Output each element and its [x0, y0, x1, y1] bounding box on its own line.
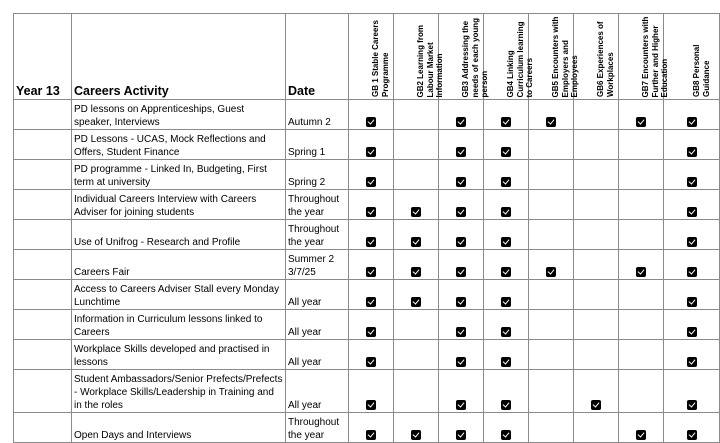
benchmark-header-label: GB 1 Stable Careers Programme — [371, 20, 390, 97]
benchmark-cell — [664, 370, 720, 413]
checkbox-checked-icon — [501, 237, 511, 247]
benchmark-cell — [664, 160, 720, 190]
checkbox-checked-icon — [456, 327, 466, 337]
benchmark-cell — [349, 250, 394, 280]
year-cell — [14, 160, 72, 190]
table-row — [14, 370, 720, 413]
benchmark-cell — [349, 340, 394, 370]
checkbox-checked-icon — [411, 237, 421, 247]
benchmark-cell — [619, 220, 664, 250]
checkbox-checked-icon — [456, 237, 466, 247]
benchmark-cell — [529, 340, 574, 370]
activity-cell: Workplace Skills developed and practised in lessons — [72, 340, 286, 370]
benchmark-cell — [529, 280, 574, 310]
year-header: Year 13 — [14, 14, 72, 100]
benchmark-header — [574, 14, 619, 100]
checkbox-checked-icon — [687, 237, 697, 247]
year-cell — [14, 100, 72, 130]
benchmark-cell — [394, 190, 439, 220]
checkbox-checked-icon — [687, 117, 697, 127]
benchmark-cell — [619, 190, 664, 220]
benchmark-cell — [664, 130, 720, 160]
checkbox-checked-icon — [687, 147, 697, 157]
benchmark-cell — [664, 220, 720, 250]
benchmark-cell — [484, 370, 529, 413]
table-row — [14, 130, 720, 160]
benchmark-cell — [619, 100, 664, 130]
benchmark-cell — [484, 100, 529, 130]
checkbox-checked-icon — [456, 400, 466, 410]
year-cell — [14, 413, 72, 443]
benchmark-cell — [664, 280, 720, 310]
checkbox-checked-icon — [687, 357, 697, 367]
benchmark-cell — [574, 160, 619, 190]
checkbox-checked-icon — [366, 237, 376, 247]
benchmark-header-label: GB3 Addressing the needs of each young person — [461, 17, 489, 97]
benchmark-cell — [439, 250, 484, 280]
benchmark-cell — [574, 250, 619, 280]
checkbox-checked-icon — [687, 267, 697, 277]
activity-cell: Information in Curriculum lessons linked to Careers — [72, 310, 286, 340]
checkbox-checked-icon — [366, 297, 376, 307]
checkbox-checked-icon — [636, 267, 646, 277]
date-cell: Autumn 2 — [286, 100, 349, 130]
benchmark-cell — [529, 100, 574, 130]
checkbox-checked-icon — [366, 430, 376, 440]
benchmark-cell — [664, 340, 720, 370]
activity-cell: Individual Careers Interview with Careers Adviser for joining students — [72, 190, 286, 220]
benchmark-cell — [349, 100, 394, 130]
benchmark-cell — [439, 413, 484, 443]
benchmark-cell — [394, 220, 439, 250]
table-row — [14, 413, 720, 443]
checkbox-checked-icon — [687, 400, 697, 410]
table-row — [14, 280, 720, 310]
year-cell — [14, 250, 72, 280]
checkbox-checked-icon — [366, 147, 376, 157]
table-row — [14, 190, 720, 220]
checkbox-checked-icon — [411, 430, 421, 440]
benchmark-cell — [529, 160, 574, 190]
benchmark-cell — [484, 250, 529, 280]
table-row — [14, 160, 720, 190]
date-cell: All year — [286, 340, 349, 370]
checkbox-checked-icon — [636, 430, 646, 440]
benchmark-cell — [484, 340, 529, 370]
checkbox-checked-icon — [687, 327, 697, 337]
date-header: Date — [286, 14, 349, 100]
benchmark-cell — [664, 310, 720, 340]
benchmark-cell — [574, 100, 619, 130]
careers-table-wrapper — [13, 13, 720, 443]
table-row — [14, 310, 720, 340]
activity-cell: PD programme - Linked In, Budgeting, First term at university — [72, 160, 286, 190]
benchmark-cell — [439, 310, 484, 340]
checkbox-checked-icon — [366, 207, 376, 217]
checkbox-checked-icon — [366, 357, 376, 367]
benchmark-header — [439, 14, 489, 100]
checkbox-checked-icon — [456, 177, 466, 187]
activity-cell: Access to Careers Adviser Stall every Monday Lunchtime — [72, 280, 286, 310]
date-cell: Throughout the year — [286, 220, 349, 250]
checkbox-checked-icon — [501, 267, 511, 277]
checkbox-checked-icon — [366, 117, 376, 127]
benchmark-cell — [439, 280, 484, 310]
benchmark-cell — [439, 160, 484, 190]
benchmark-cell — [574, 220, 619, 250]
checkbox-checked-icon — [456, 267, 466, 277]
benchmark-cell — [349, 130, 394, 160]
checkbox-checked-icon — [501, 207, 511, 217]
benchmark-cell — [529, 190, 574, 220]
benchmark-cell — [574, 280, 619, 310]
activity-cell: Student Ambassadors/Senior Prefects/Prefects - Workplace Skills/Leadership in Training and in the roles — [72, 370, 286, 413]
date-cell: All year — [286, 310, 349, 340]
benchmark-header-label: GB7 Encounters with Further and Higher Education — [641, 16, 669, 97]
benchmark-cell — [529, 413, 574, 443]
benchmark-cell — [619, 280, 664, 310]
checkbox-checked-icon — [546, 117, 556, 127]
year-cell — [14, 310, 72, 340]
benchmark-cell — [664, 413, 720, 443]
benchmark-cell — [529, 250, 574, 280]
year-cell — [14, 280, 72, 310]
benchmark-cell — [439, 340, 484, 370]
checkbox-checked-icon — [501, 147, 511, 157]
benchmark-cell — [574, 190, 619, 220]
activity-header: Careers Activity — [72, 14, 286, 100]
benchmark-cell — [349, 280, 394, 310]
benchmark-header-label: GB5 Encounters with Employers and Employees — [551, 16, 579, 97]
benchmark-header — [619, 14, 669, 100]
benchmark-cell — [394, 100, 439, 130]
checkbox-checked-icon — [366, 327, 376, 337]
benchmark-cell — [664, 190, 720, 220]
benchmark-cell — [574, 413, 619, 443]
benchmark-header-label: GB2 Learning from Labour Market Information — [416, 24, 444, 97]
benchmark-cell — [349, 160, 394, 190]
checkbox-checked-icon — [456, 117, 466, 127]
table-row — [14, 220, 720, 250]
benchmark-header-label: GB6 Experiences of Workplaces — [596, 21, 615, 97]
benchmark-header-label: GB4 Linking Curriculum learning to Careers — [506, 20, 534, 97]
table-body — [14, 100, 720, 443]
benchmark-cell — [619, 250, 664, 280]
benchmark-cell — [349, 310, 394, 340]
benchmark-cell — [664, 100, 720, 130]
year-cell — [14, 340, 72, 370]
header-row — [14, 14, 720, 100]
table-row — [14, 250, 720, 280]
benchmark-cell — [484, 220, 529, 250]
checkbox-checked-icon — [687, 297, 697, 307]
checkbox-checked-icon — [366, 177, 376, 187]
date-cell: Spring 2 — [286, 160, 349, 190]
benchmark-header-label: GB8 Personal Guidance — [691, 44, 710, 97]
benchmark-cell — [439, 130, 484, 160]
date-cell: Throughout the year — [286, 413, 349, 443]
benchmark-cell — [394, 280, 439, 310]
checkbox-checked-icon — [501, 357, 511, 367]
benchmark-cell — [529, 310, 574, 340]
activity-cell: Open Days and Interviews — [72, 413, 286, 443]
checkbox-checked-icon — [687, 207, 697, 217]
benchmark-header — [349, 14, 394, 100]
benchmark-cell — [574, 370, 619, 413]
benchmark-header — [529, 14, 579, 100]
date-cell: All year — [286, 370, 349, 413]
year-cell — [14, 130, 72, 160]
benchmark-cell — [574, 340, 619, 370]
checkbox-checked-icon — [687, 177, 697, 187]
benchmark-cell — [619, 130, 664, 160]
benchmark-cell — [394, 340, 439, 370]
checkbox-checked-icon — [501, 117, 511, 127]
benchmark-cell — [664, 250, 720, 280]
activity-cell: Use of Unifrog - Research and Profile — [72, 220, 286, 250]
benchmark-cell — [394, 130, 439, 160]
benchmark-cell — [574, 310, 619, 340]
checkbox-checked-icon — [591, 400, 601, 410]
checkbox-checked-icon — [501, 430, 511, 440]
benchmark-cell — [529, 220, 574, 250]
activity-cell: Careers Fair — [72, 250, 286, 280]
benchmark-cell — [484, 160, 529, 190]
benchmark-cell — [394, 160, 439, 190]
benchmark-header — [394, 14, 444, 100]
checkbox-checked-icon — [456, 147, 466, 157]
checkbox-checked-icon — [411, 267, 421, 277]
date-cell: Summer 2 3/7/25 — [286, 250, 349, 280]
checkbox-checked-icon — [456, 207, 466, 217]
benchmark-cell — [484, 310, 529, 340]
benchmark-cell — [439, 100, 484, 130]
careers-table — [13, 13, 720, 443]
year-cell — [14, 220, 72, 250]
benchmark-cell — [619, 310, 664, 340]
year-cell — [14, 370, 72, 413]
table-row — [14, 340, 720, 370]
checkbox-checked-icon — [411, 207, 421, 217]
benchmark-cell — [619, 160, 664, 190]
checkbox-checked-icon — [636, 117, 646, 127]
date-cell: All year — [286, 280, 349, 310]
year-cell — [14, 190, 72, 220]
benchmark-cell — [484, 280, 529, 310]
checkbox-checked-icon — [456, 357, 466, 367]
benchmark-cell — [349, 413, 394, 443]
benchmark-cell — [619, 370, 664, 413]
checkbox-checked-icon — [456, 297, 466, 307]
activity-cell: PD lessons on Apprenticeships, Guest speaker, Interviews — [72, 100, 286, 130]
benchmark-cell — [439, 220, 484, 250]
benchmark-cell — [394, 250, 439, 280]
activity-cell: PD Lessons - UCAS, Mock Reflections and Offers, Student Finance — [72, 130, 286, 160]
checkbox-checked-icon — [546, 267, 556, 277]
checkbox-checked-icon — [501, 400, 511, 410]
benchmark-cell — [484, 413, 529, 443]
benchmark-cell — [529, 130, 574, 160]
date-cell: Spring 1 — [286, 130, 349, 160]
benchmark-header — [484, 14, 534, 100]
benchmark-cell — [439, 190, 484, 220]
checkbox-checked-icon — [687, 430, 697, 440]
checkbox-checked-icon — [501, 177, 511, 187]
benchmark-cell — [349, 370, 394, 413]
benchmark-cell — [394, 370, 439, 413]
benchmark-cell — [349, 190, 394, 220]
checkbox-checked-icon — [501, 297, 511, 307]
benchmark-cell — [619, 413, 664, 443]
benchmark-cell — [484, 190, 529, 220]
benchmark-header — [664, 14, 720, 100]
benchmark-cell — [619, 340, 664, 370]
benchmark-cell — [574, 130, 619, 160]
benchmark-cell — [439, 370, 484, 413]
date-cell: Throughout the year — [286, 190, 349, 220]
table-row — [14, 100, 720, 130]
benchmark-cell — [349, 220, 394, 250]
checkbox-checked-icon — [501, 327, 511, 337]
checkbox-checked-icon — [366, 400, 376, 410]
benchmark-cell — [484, 130, 529, 160]
benchmark-cell — [394, 310, 439, 340]
checkbox-checked-icon — [411, 297, 421, 307]
checkbox-checked-icon — [366, 267, 376, 277]
benchmark-cell — [394, 413, 439, 443]
checkbox-checked-icon — [456, 430, 466, 440]
benchmark-cell — [529, 370, 574, 413]
